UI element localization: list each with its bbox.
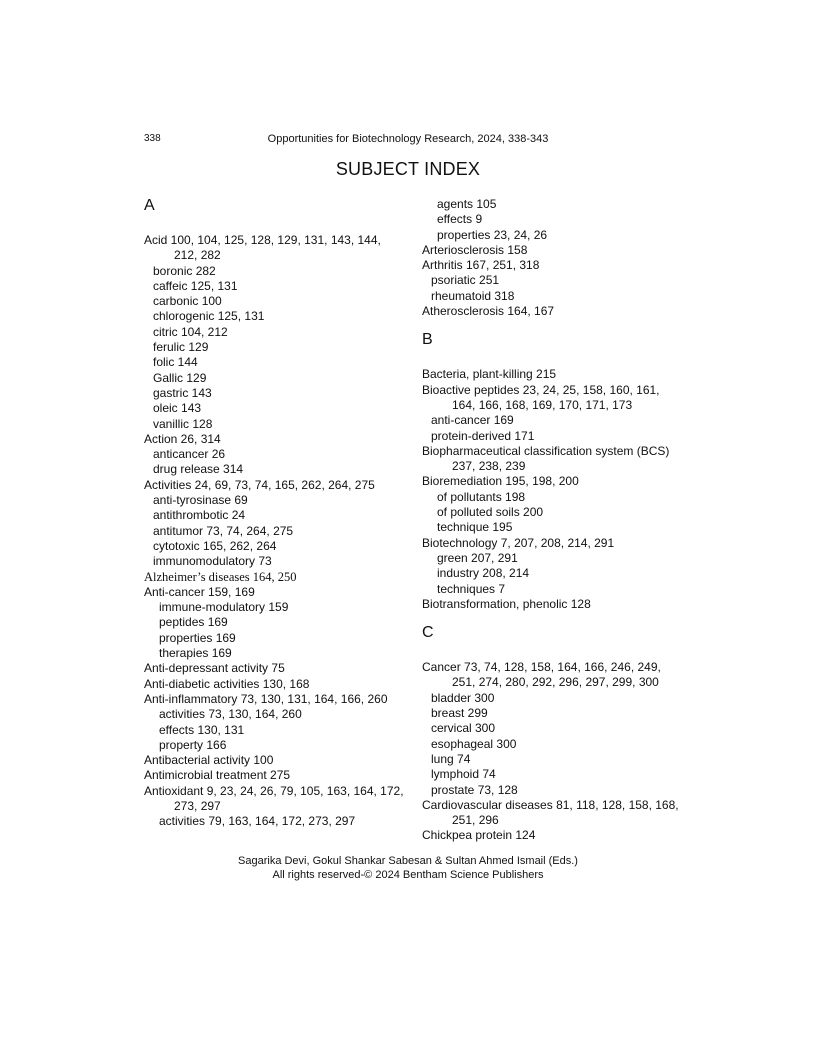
index-subentry: techniques 7 [437,581,506,596]
index-subentry: prostate 73, 128 [431,782,518,797]
index-subentry: carbonic 100 [153,294,222,309]
index-subentry: anti-cancer 169 [431,413,514,428]
index-entry: Cancer 73, 74, 128, 158, 164, 166, 246, 249, 251, 274, 280, 292, 296, 297, 299, 300 [422,660,661,690]
index-subentry: folic 144 [153,355,198,370]
index-entry: Chickpea protein 124 [422,828,536,843]
index-subentry: Gallic 129 [153,370,207,385]
index-subentry: peptides 169 [159,615,228,630]
index-subentry: agents 105 [437,197,497,211]
index-entry: Antimicrobial treatment 275 [144,768,291,783]
index-entry: Alzheimer’s diseases 164, 250 [144,569,297,584]
index-subentry: antithrombotic 24 [153,508,246,523]
index-section-letter: C [422,624,434,642]
index-subentry: drug release 314 [153,462,244,477]
index-subentry: activities 73, 130, 164, 260 [159,707,302,722]
index-entry: Biotransformation, phenolic 128 [422,596,591,611]
index-subentry: property 166 [159,737,227,752]
index-subentry: vanillic 128 [153,416,213,431]
index-entry: Bioactive peptides 23, 24, 25, 158, 160, 161, 164, 166, 168, 169, 170, 171, 173 [422,382,660,412]
index-section-letter: A [144,197,155,214]
index-subentry: psoriatic 251 [431,273,500,288]
index-subentry: activities 79, 163, 164, 172, 273, 297 [159,814,356,829]
footer-editors: Sagarika Devi, Gokul Shankar Sabesan & Sultan Ahmed Ismail (Eds.) [238,855,578,867]
page-title: SUBJECT INDEX [335,159,481,179]
index-subentry: rheumatoid 318 [431,288,515,303]
index-entry: Action 26, 314 [144,431,221,446]
index-entry: Anti-inflammatory 73, 130, 131, 164, 166, 260 [144,691,388,706]
index-entry: Anti-diabetic activities 130, 168 [144,676,310,691]
page-number: 338 [144,133,161,144]
index-subentry: caffeic 125, 131 [153,278,238,293]
index-subentry: properties 23, 24, 26 [437,227,548,242]
index-subentry: immunomodulatory 73 [153,554,272,569]
index-column-right [422,197,682,844]
index-section-letter: B [422,331,433,349]
index-subentry: boronic 282 [153,263,216,278]
index-entry: Cardiovascular diseases 81, 118, 128, 158, 168, 251, 296 [422,797,679,828]
index-subentry: esophageal 300 [431,736,517,751]
index-subentry: technique 195 [437,520,513,535]
index-subentry: anticancer 26 [153,447,226,462]
index-subentry: properties 169 [159,630,236,645]
index-subentry: oleic 143 [153,401,202,416]
index-subentry: of pollutants 198 [437,489,526,504]
index-entry: Antioxidant 9, 23, 24, 26, 79, 105, 163, 164, 172, 273, 297 [144,783,404,813]
index-subentry: anti-tyrosinase 69 [153,493,248,508]
page-footer [0,854,816,882]
index-subentry: gastric 143 [153,385,212,400]
index-entry: Biopharmaceutical classification system (BCS) 237, 238, 239 [422,443,670,474]
index-entry: Bioremediation 195, 198, 200 [422,474,579,489]
index-subentry: chlorogenic 125, 131 [153,309,265,324]
index-subentry: of polluted soils 200 [437,505,544,520]
index-entry: Arthritis 167, 251, 318 [422,258,540,273]
index-subentry: breast 299 [431,706,488,721]
index-subentry: lung 74 [431,751,471,766]
index-entry: Antibacterial activity 100 [144,753,274,768]
index-entry: Bacteria, plant-killing 215 [422,367,557,382]
index-entry: Atherosclerosis 164, 167 [422,304,555,319]
index-subentry: industry 208, 214 [437,566,530,581]
index-subentry: protein-derived 171 [431,428,535,443]
index-entry: Activities 24, 69, 73, 74, 165, 262, 264, 275 [144,477,375,492]
index-entry: Acid 100, 104, 125, 128, 129, 131, 143, 144, 212, 282 [144,233,381,263]
running-header: Opportunities for Biotechnology Research, 2024, 338-343 [267,133,549,145]
index-subentry: antitumor 73, 74, 264, 275 [153,523,294,538]
index-entry: Anti-cancer 159, 169 [144,584,255,599]
index-entry: Anti-depressant activity 75 [144,661,285,676]
index-subentry: lymphoid 74 [431,767,496,782]
index-subentry: ferulic 129 [153,340,209,355]
index-subentry: therapies 169 [159,646,232,661]
index-subentry: cervical 300 [431,721,496,736]
index-subentry: immune-modulatory 159 [159,600,289,615]
index-subentry: green 207, 291 [437,550,518,565]
index-subentry: effects 130, 131 [159,722,245,737]
index-entry: Biotechnology 7, 207, 208, 214, 291 [422,535,615,550]
index-subentry: bladder 300 [431,690,495,705]
footer-copyright: All rights reserved-© 2024 Bentham Science Publishers [272,869,544,881]
index-column-left [144,197,404,830]
index-subentry: effects 9 [437,212,483,227]
index-subentry: cytotoxic 165, 262, 264 [153,538,277,553]
index-subentry: citric 104, 212 [153,324,228,339]
index-entry: Arteriosclerosis 158 [422,242,528,257]
